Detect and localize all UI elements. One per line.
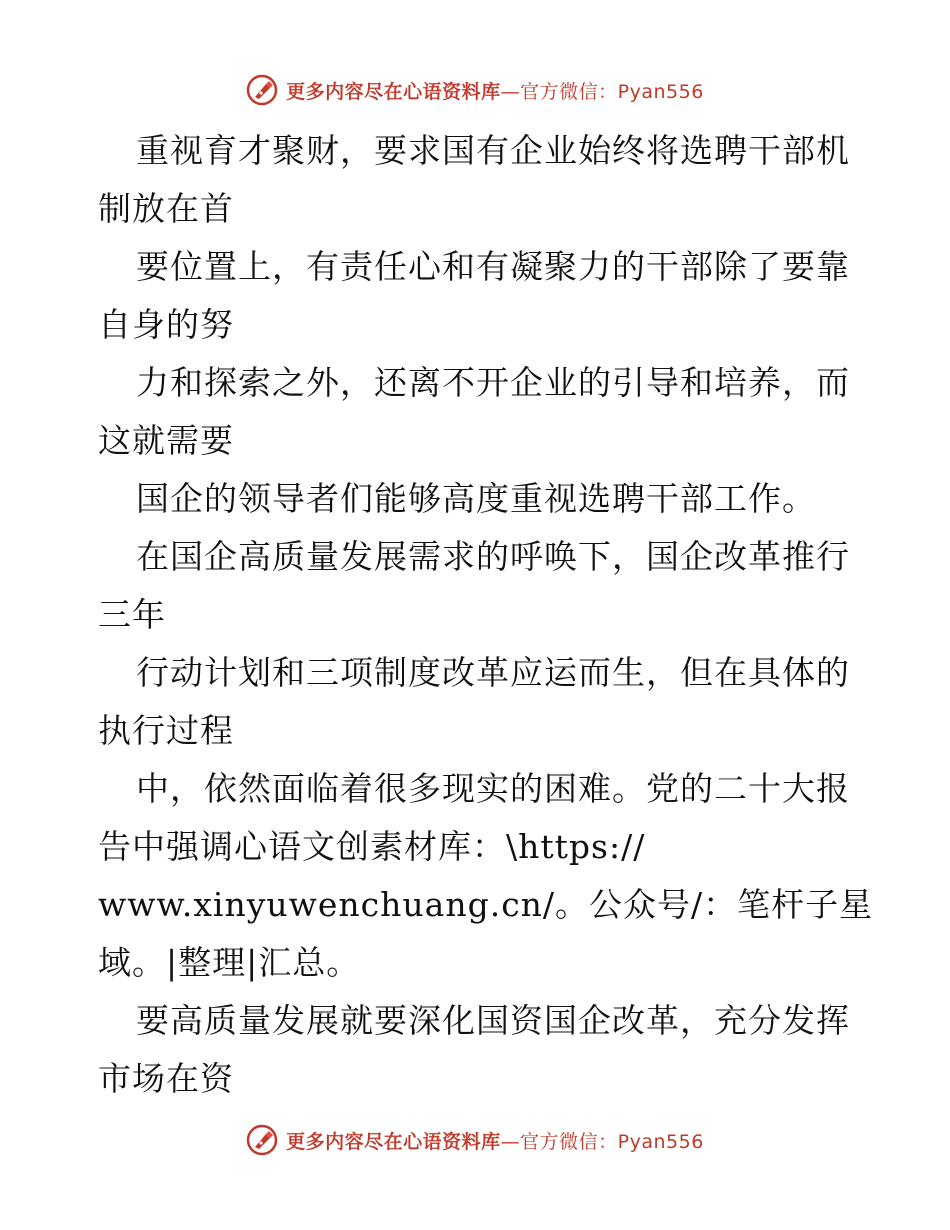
body-line: 要位置上，有责任心和有凝聚力的干部除了要靠 [136, 247, 850, 286]
header-banner-text [286, 77, 704, 104]
body-line: 中，依然面临着很多现实的困难。党的二十大报 [136, 769, 850, 808]
body-line: 执行过程 [98, 711, 234, 750]
body-line: 市场在资 [98, 1059, 234, 1098]
body-line: www.xinyuwenchuang.cn/。公众号/：笔杆子星 [98, 885, 874, 924]
footer-banner [0, 1122, 950, 1158]
body-line: 三年 [98, 595, 166, 634]
pen-nib-seal-icon [246, 1124, 278, 1156]
body-line: 这就需要 [98, 421, 234, 460]
header-banner [0, 72, 950, 108]
body-line: 域。|整理|汇总。 [98, 943, 361, 982]
body-line: 重视育才聚财，要求国有企业始终将选聘干部机 [136, 131, 850, 170]
body-line: 告中强调心语文创素材库：\https:// [98, 827, 646, 866]
body-line: 在国企高质量发展需求的呼唤下，国企改革推行 [136, 537, 850, 576]
footer-banner-text [286, 1127, 704, 1154]
body-line: 自身的努 [98, 305, 234, 344]
body-line: 国企的领导者们能够高度重视选聘干部工作。 [136, 479, 816, 518]
body-line: 行动计划和三项制度改革应运而生，但在具体的 [136, 653, 850, 692]
body-line: 要高质量发展就要深化国资国企改革，充分发挥 [136, 1001, 850, 1040]
body-line: 力和探索之外，还离不开企业的引导和培养，而 [136, 363, 850, 402]
header-wechat-text: 官方微信：Pyan556 [520, 80, 704, 103]
footer-brand-text: 更多内容尽在心语资料库 [286, 1130, 501, 1153]
header-separator: — [500, 80, 521, 103]
footer-wechat-text: 官方微信：Pyan556 [520, 1130, 704, 1153]
pen-nib-seal-icon [246, 74, 278, 106]
header-brand-text: 更多内容尽在心语资料库 [286, 80, 501, 103]
body-line: 制放在首 [98, 189, 234, 228]
document-body [98, 122, 874, 1108]
footer-separator: — [500, 1130, 521, 1153]
